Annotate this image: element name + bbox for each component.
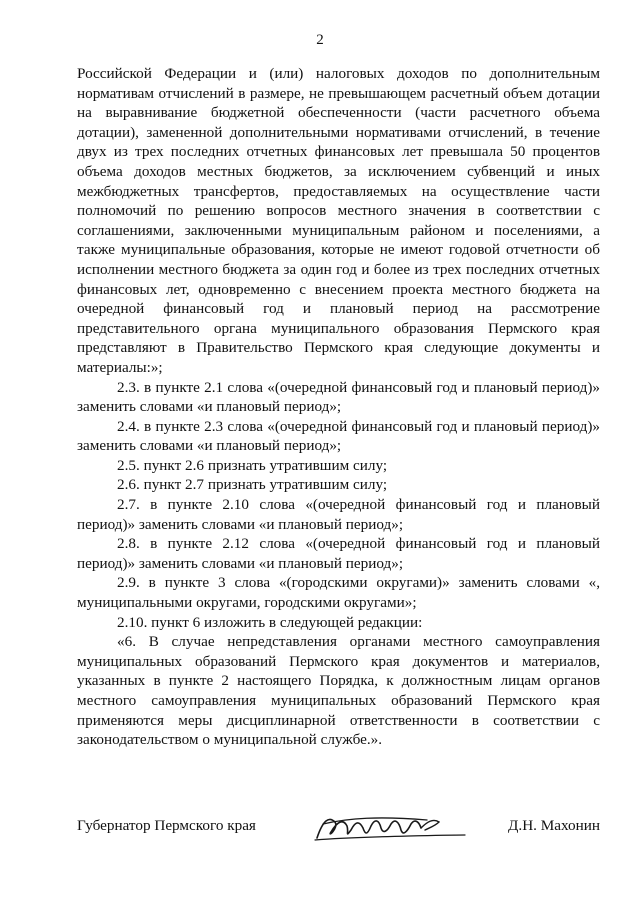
paragraph-continuation: Российской Федерации и (или) налоговых доходов по дополнительным нормативам отчислений в размере, не превышающем расчетный объем дотации на выравнивание бюджетной обеспеченности (части расчетного объема дотации), замененной дополнительными нормативами отчислений, в течение двух из трех последних отчетных финансовых лет превышала 50 процентов объема доходов местных бюджетов, за исключением субвенций и иных межбюджетных трансфертов, предоставляемых на осуществление части полномочий по решению вопросов местного значения в соответствии с соглашениями, заключенными муниципальным районом и поселениями, а также муниципальные образования, которые не имеют годовой отчетности об исполнении местного бюджета за один год и более из трех последних отчетных финансовых лет, одновременно с внесением проекта местного бюджета на очередной финансовый год и плановый период на рассмотрение представительного органа муниципального образования Пермского края представляют в Правительство Пермского края следующие документы и материалы:»; xyxy=(77,65,600,376)
document-body xyxy=(77,64,600,750)
paragraph-item-2-6: 2.6. пункт 2.7 признать утратившим силу; xyxy=(117,476,388,494)
paragraph-item-2-5: 2.5. пункт 2.6 признать утратившим силу; xyxy=(117,456,388,474)
handwritten-signature xyxy=(309,808,469,848)
signer-title: Губернатор Пермского края xyxy=(77,817,256,834)
paragraph-item-2-7: 2.7. в пункте 2.10 слова «(очередной финансовый год и плановый период)» заменить словами «и плановый период»; xyxy=(77,496,600,533)
signature-block xyxy=(77,812,600,852)
paragraph-item-2-8: 2.8. в пункте 2.12 слова «(очередной финансовый год и плановый период)» заменить словами «и плановый период»; xyxy=(77,535,600,572)
page-number: 2 xyxy=(316,32,324,48)
paragraph-item-2-3: 2.3. в пункте 2.1 слова «(очередной финансовый год и плановый период)» заменить словами «и плановый период»; xyxy=(77,378,600,416)
paragraph-item-2-10: 2.10. пункт 6 изложить в следующей редакции: xyxy=(117,613,423,631)
paragraph-item-2-4: 2.4. в пункте 2.3 слова «(очередной финансовый год и плановый период)» заменить словами «и плановый период»; xyxy=(77,417,600,455)
signer-name: Д.Н. Махонин xyxy=(508,817,600,834)
paragraph-item-6-quote: «6. В случае непредставления органами местного самоуправления муниципальных образований Пермского края документов и материалов, указанных в пункте 2 настоящего Порядка, к должностным лицам органов местного самоуправления муниципальных образований Пермского края применяются меры дисциплинарной ответственности в соответствии с законодательством о муниципальной службе.». xyxy=(77,633,600,749)
paragraph-item-2-9: 2.9. в пункте 3 слова «(городскими округами)» заменить словами «, муниципальными округами, городскими округами»; xyxy=(77,574,600,612)
